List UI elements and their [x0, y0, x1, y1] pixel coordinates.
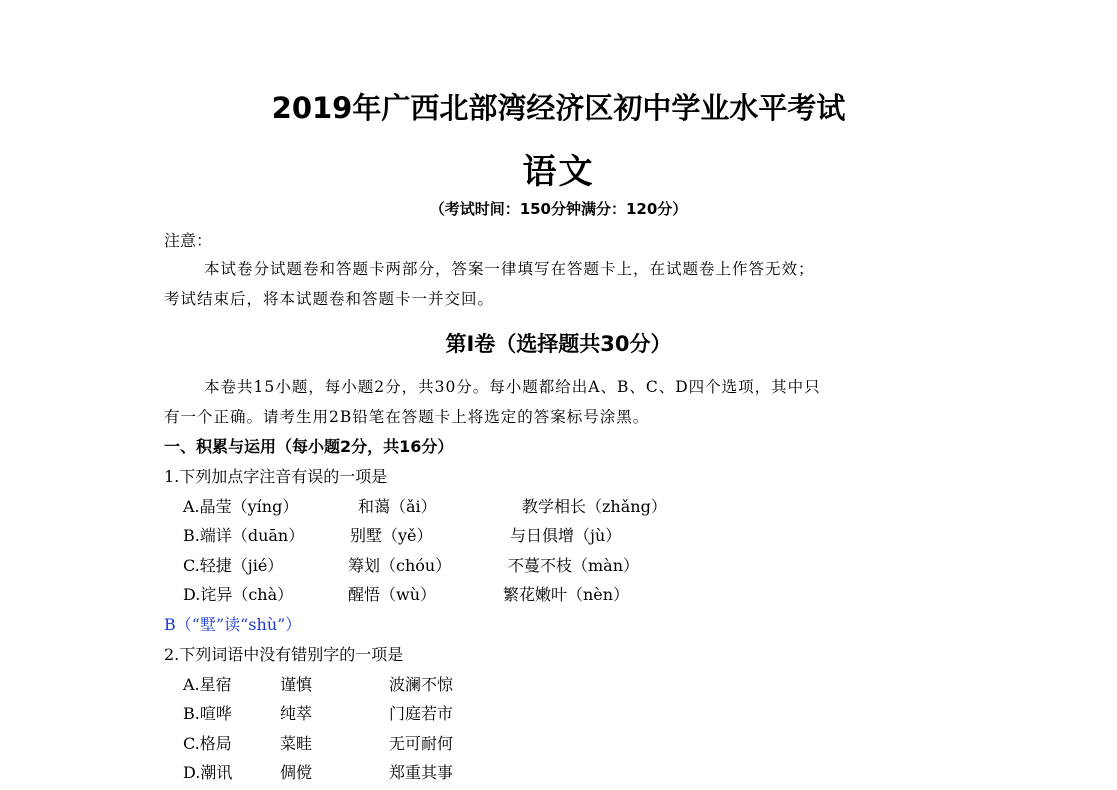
q1-answer: B（“墅”读“shù”） — [164, 615, 302, 634]
q1-option-c-3: 不蔓不枝（màn） — [508, 556, 640, 575]
q1-option-a-1: A.晶莹（yíng） — [183, 497, 299, 516]
q1-stem: 1.下列加点字注音有误的一项是 — [164, 467, 388, 486]
q1-option-c-2: 筹划（chóu） — [348, 556, 452, 575]
q2-option-d-2: 倜傥 — [280, 763, 313, 782]
q2-option-d-3: 郑重其事 — [389, 763, 454, 782]
q2-stem: 2.下列词语中没有错别字的一项是 — [164, 645, 404, 664]
q2-option-c-2: 菜畦 — [280, 734, 313, 753]
exam-time-info: （考试时间：150分钟满分：120分） — [429, 200, 688, 218]
q1-option-b-2: 别墅（yě） — [350, 526, 433, 545]
q2-option-b-2: 纯萃 — [280, 704, 313, 723]
q2-option-a-1: A.星宿 — [183, 675, 232, 694]
q1-option-c-1: C.轻捷（jié） — [183, 556, 284, 575]
exam-title: 2019年广西北部湾经济区初中学业水平考试 — [271, 91, 846, 125]
notice-label: 注意： — [164, 231, 213, 250]
section1-heading: 一、积累与运用（每小题2分，共16分） — [164, 437, 454, 456]
q2-option-c-1: C.格局 — [183, 734, 232, 753]
q2-option-a-3: 波澜不惊 — [389, 675, 454, 694]
q2-option-b-1: B.喧哗 — [183, 704, 232, 723]
q1-option-a-3: 教学相长（zhǎng） — [522, 497, 667, 516]
q1-option-a-2: 和蔼（ǎi） — [358, 497, 437, 516]
q1-option-b-1: B.端详（duān） — [183, 526, 305, 545]
q2-option-c-3: 无可耐何 — [389, 734, 454, 753]
notice-line-2: 考试结束后，将本试题卷和答题卡一并交回。 — [164, 290, 495, 308]
q2-option-d-1: D.潮讯 — [183, 763, 233, 782]
q1-option-d-1: D.诧异（chà） — [183, 585, 294, 604]
q2-option-b-3: 门庭若市 — [389, 704, 454, 723]
q2-option-a-2: 谨慎 — [280, 675, 313, 694]
part1-title: 第Ⅰ卷（选择题共30分） — [445, 332, 672, 356]
q1-option-d-3: 繁花嫩叶（nèn） — [503, 585, 630, 604]
subject-title: 语文 — [522, 152, 595, 192]
part1-instruction-1: 本卷共15小题，每小题2分，共30分。每小题都给出A、B、C、D四个选项，其中只 — [204, 378, 821, 396]
q1-option-d-2: 醒悟（wù） — [348, 585, 437, 604]
q1-option-b-3: 与日俱增（jù） — [510, 526, 622, 545]
notice-line-1: 本试卷分试题卷和答题卡两部分，答案一律填写在答题卡上，在试题卷上作答无效； — [204, 260, 815, 278]
part1-instruction-2: 有一个正确。请考生用2B铅笔在答题卡上将选定的答案标号涂黑。 — [164, 408, 650, 426]
